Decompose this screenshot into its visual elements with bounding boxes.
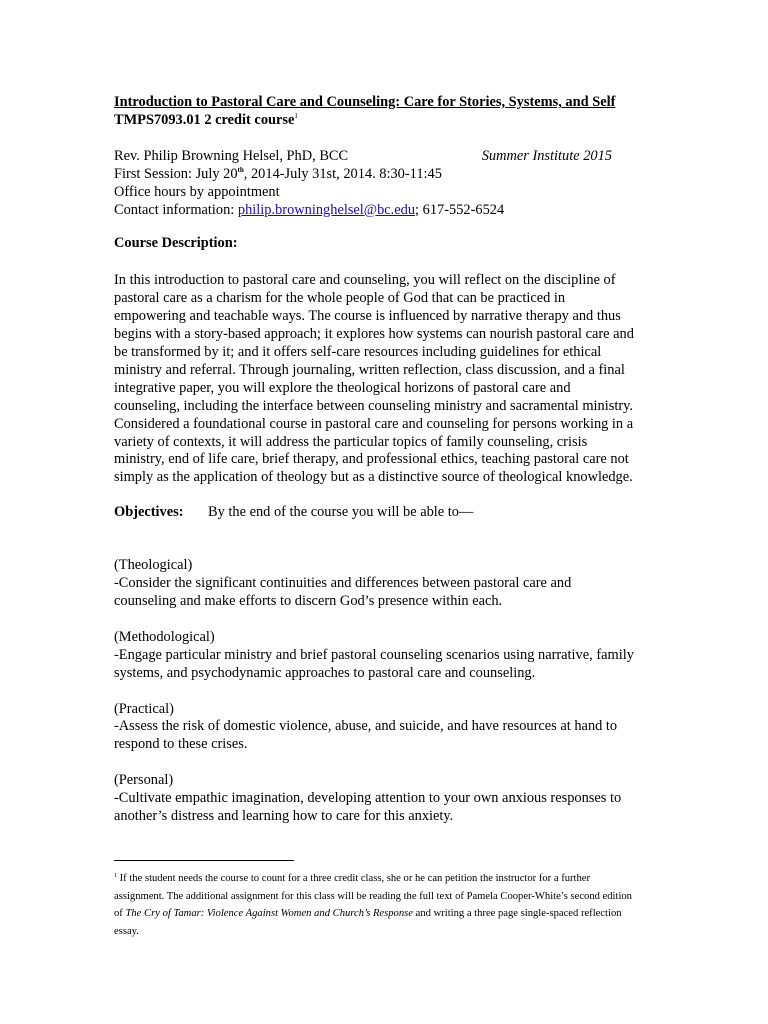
session-dates	[114, 166, 654, 184]
objective-item	[114, 629, 654, 683]
footnote	[114, 870, 642, 940]
objectives-label: Objectives:	[114, 504, 184, 521]
contact-label: Contact information:	[114, 201, 238, 218]
course-description-heading: Course Description:	[114, 235, 238, 252]
instructor-row	[114, 148, 612, 166]
objectives-header	[114, 504, 654, 522]
instructor-name: Rev. Philip Browning Helsel, PhD, BCC	[114, 147, 349, 164]
contact-info	[114, 202, 654, 220]
footnote-separator	[114, 860, 294, 861]
objective-item	[114, 772, 654, 826]
footnote-book-title: The Cry of Tamar: Violence Against Women and Church’s Response	[125, 908, 413, 920]
session-suffix: , 2014-July 31st, 2014. 8:30-11:45	[243, 165, 442, 182]
course-description-body: In this introduction to pastoral care and counseling, you will reflect on the discipline of pastoral care as a charism for the whole people of God that can be practiced in empowering and teachable ways. The course is influenced by narrative therapy and thus begins with a story-based approach; it explores how systems can nourish pastoral care and be transformed by it; and it offers self-care resources including guidelines for ethical ministry and referral. Through journaling, written reflection, class discussion, and a final integrative paper, you will explore the theological horizons of pastoral care and counseling, including the interface between counseling ministry and sacramental ministry. Considered a foundational course in pastoral care and counseling for persons working in a variety of contexts, it will address the particular topics of family counseling, crisis ministry, end of life care, brief therapy, and professional ethics, teaching pastoral care not simply as the application of theology but as a distinctive source of theological knowledge.	[114, 272, 634, 486]
contact-phone: ; 617-552-6524	[415, 201, 505, 218]
course-title: Introduction to Pastoral Care and Counseling: Care for Stories, Systems, and Self	[114, 94, 616, 110]
course-code	[114, 112, 654, 130]
office-hours: Office hours by appointment	[114, 183, 280, 200]
session-prefix: First Session: July 20	[114, 165, 238, 182]
objective-category: (Practical)	[114, 700, 174, 717]
objective-text: -Consider the significant continuities and differences between pastoral care and counseling and make efforts to discern God’s presence within each.	[114, 575, 572, 609]
course-code-text: TMPS7093.01 2 credit course	[114, 111, 295, 128]
footnote-text-before: If the student needs the course to count for a three credit class, she or he can petition the instructor for a further assignment. The additional assignment for this class will be reading the full text of Pamela Cooper-White’s second edition of	[114, 873, 632, 920]
session-superscript: th	[237, 165, 244, 174]
footnote-mark: 1	[114, 873, 117, 879]
institute-label: Summer Institute 2015	[481, 147, 612, 164]
objective-text: -Engage particular ministry and brief pastoral counseling scenarios using narrative, family systems, and psychodynamic approaches to pastoral care and counseling.	[114, 646, 634, 681]
objectives-intro: By the end of the course you will be able to—	[208, 504, 474, 521]
footnote-reference[interactable]: 1	[294, 111, 298, 120]
objective-text: -Assess the risk of domestic violence, abuse, and suicide, and have resources at hand to respond to these crises.	[114, 718, 618, 753]
objective-category: (Theological)	[114, 557, 193, 574]
objective-category: (Methodological)	[114, 628, 215, 645]
objective-item	[114, 701, 654, 755]
objective-text: -Cultivate empathic imagination, developing attention to your own anxious responses to another’s distress and learning how to care for this anxiety.	[114, 790, 622, 825]
syllabus-page	[114, 94, 654, 826]
email-link[interactable]: philip.browninghelsel@bc.edu	[237, 201, 416, 218]
objective-category: (Personal)	[114, 772, 174, 789]
objective-item	[114, 557, 654, 611]
footnote-text-after: and writing a three page single-spaced reflection essay.	[114, 908, 622, 937]
objectives-list	[114, 557, 654, 826]
